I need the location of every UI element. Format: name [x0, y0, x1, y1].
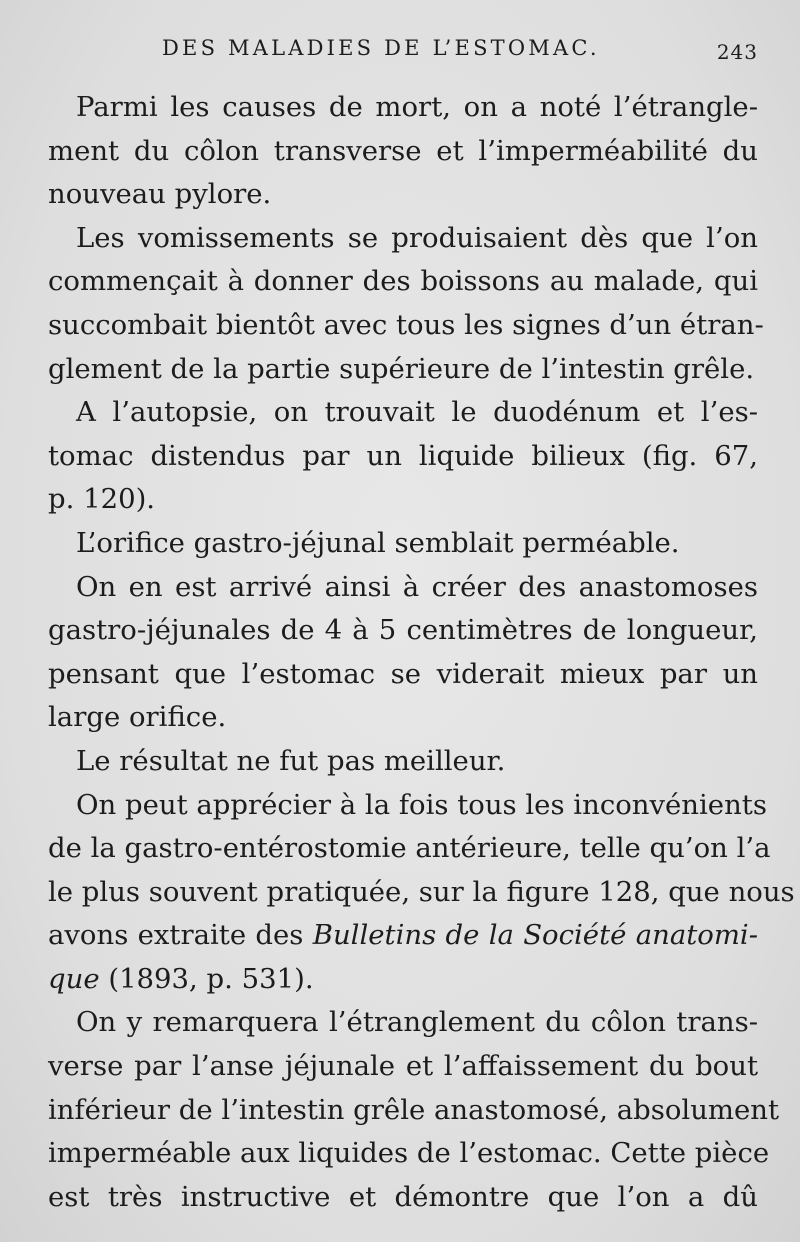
text-line: Le résultat ne fut pas meilleur. [76, 744, 506, 777]
text-line: L’orifice gastro-jéjunal semblait perméable. [76, 526, 680, 559]
text-line: inférieur de l’intestin grêle anastomosé, absolument [48, 1093, 780, 1126]
text-line: est très instructive et démontre que l’on a dû [48, 1180, 758, 1213]
text-line: imperméable aux liquides de l’estomac. Cette pièce [48, 1137, 770, 1170]
text-line: A l’autopsie, on trouvait le duodénum et l’es- [76, 396, 758, 429]
running-head [48, 36, 758, 76]
text-line: glement de la partie supérieure de l’intestin grêle. [48, 352, 755, 385]
paragraph-strangulation [48, 1001, 780, 1219]
citation-journal-title: Bulletins de la Société anatomi- [312, 919, 758, 952]
paragraph-vomiting [48, 217, 764, 391]
citation-journal-title-end: que [48, 962, 100, 995]
text-line: Parmi les causes de mort, on a noté l’étrangle- [76, 91, 758, 123]
text-line: On peut apprécier à la fois tous les inconvénients [76, 788, 767, 821]
text-line-citation [48, 914, 758, 958]
paragraph-figure-128 [48, 784, 795, 1002]
running-title: DES MALADIES DE L’ESTOMAC. [162, 36, 600, 60]
text-line: succombait bientôt avec tous les signes d’un étran- [48, 308, 764, 341]
text-line: commençait à donner des boissons au malade, qui [48, 265, 758, 298]
paragraph-autopsy [48, 391, 758, 522]
paragraph-orifice [48, 522, 758, 566]
citation-prefix: avons extraite des [48, 919, 313, 952]
text-line: Les vomissements se produisaient dès que l’on [76, 221, 758, 254]
text-line: pensant que l’estomac se viderait mieux par un [48, 657, 758, 690]
text-line: ment du côlon transverse et l’imperméabilité du [48, 134, 758, 167]
citation-reference: (1893, p. 531). [99, 962, 314, 995]
body-text [48, 86, 795, 1219]
text-line: de la gastro-entérostomie antérieure, telle qu’on l’a [48, 832, 771, 865]
text-line: nouveau pylore. [48, 178, 272, 211]
paragraph-causes-of-death [48, 86, 758, 217]
text-line: On y remarquera l’étranglement du côlon trans- [76, 1006, 758, 1039]
text-line: On en est arrivé ainsi à créer des anastomoses [76, 570, 758, 603]
text-line: gastro-jéjunales de 4 à 5 centimètres de longueur, [48, 614, 758, 647]
paragraph-result [48, 740, 758, 784]
text-line: verse par l’anse jéjunale et l’affaissement du bout [48, 1050, 758, 1083]
text-line: tomac distendus par un liquide bilieux (fig. 67, [48, 439, 758, 472]
paragraph-anastomoses [48, 566, 758, 740]
text-line-citation-end [48, 958, 758, 1002]
text-line: large orifice. [48, 701, 227, 734]
page-number: 243 [716, 40, 758, 64]
text-line: le plus souvent pratiquée, sur la figure 128, que nous [48, 875, 795, 908]
text-line: p. 120). [48, 483, 156, 516]
